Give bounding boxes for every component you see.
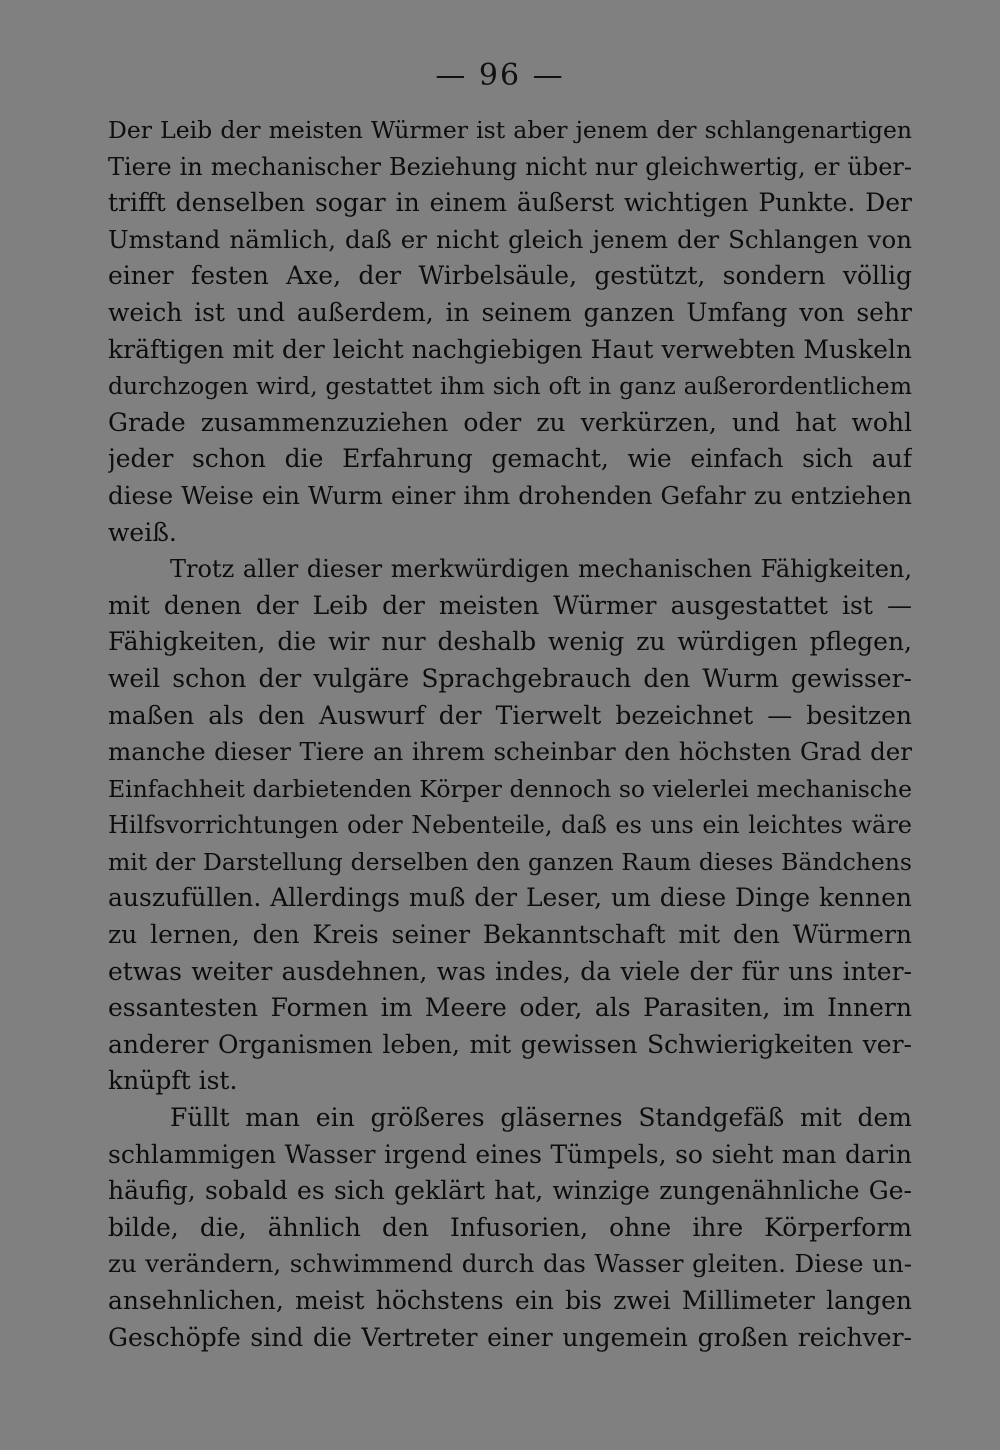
text-line: weiß. <box>108 517 177 547</box>
text-line: Einfachheit darbietenden Körper dennoch so vielerlei mechanische <box>108 774 912 803</box>
text-line: essantesten Formen im Meere oder, als Parasiten, im Innern <box>108 993 912 1023</box>
text-line: Fähigkeiten, die wir nur deshalb wenig zu würdigen pflegen, <box>108 627 912 657</box>
text-line: schlammigen Wasser irgend eines Tümpels, so sieht man darin <box>108 1139 912 1169</box>
text-line: Der Leib der meisten Würmer ist aber jenem der schlangenartigen <box>108 116 912 144</box>
text-line: Grade zusammenzuziehen oder zu verkürzen, und hat wohl <box>108 407 912 437</box>
body-text <box>108 112 912 1356</box>
text-line: weil schon der vulgäre Sprachgebrauch den Wurm gewisser- <box>108 663 912 693</box>
text-line: Tiere in mechanischer Beziehung nicht nur gleichwertig, er über- <box>108 152 912 181</box>
text-line: zu verändern, schwimmend durch das Wasser gleiten. Diese un- <box>108 1249 912 1279</box>
text-line: Geschöpfe sind die Vertreter einer ungemein großen reichver- <box>108 1322 912 1352</box>
text-line: einer festen Axe, der Wirbelsäule, gestützt, sondern völlig <box>108 261 912 291</box>
text-line: zu lernen, den Kreis seiner Bekanntschaft mit den Würmern <box>108 920 912 950</box>
text-line: durchzogen wird, gestattet ihm sich oft in ganz außerordentlichem <box>108 372 912 401</box>
text-line: diese Weise ein Wurm einer ihm drohenden Gefahr zu entziehen <box>108 480 912 510</box>
text-line: Umstand nämlich, daß er nicht gleich jenem der Schlangen von <box>108 224 912 254</box>
text-line: bilde, die, ähnlich den Infusorien, ohne ihre Körperform <box>108 1212 912 1242</box>
text-line: auszufüllen. Allerdings muß der Leser, um diese Dinge kennen <box>108 883 912 913</box>
text-line: knüpft ist. <box>108 1066 238 1096</box>
text-line: anderer Organismen leben, mit gewissen Schwierigkeiten ver- <box>108 1029 912 1059</box>
text-line: Hilfsvorrichtungen oder Nebenteile, daß es uns ein leichtes wäre <box>108 811 912 840</box>
text-line: mit denen der Leib der meisten Würmer ausgestattet ist — <box>108 590 912 620</box>
text-line: Trotz aller dieser merkwürdigen mechanischen Fähigkeiten, <box>170 555 912 584</box>
text-line: mit der Darstellung derselben den ganzen Raum dieses Bändchens <box>108 847 912 876</box>
text-line: ansehnlichen, meist höchstens ein bis zwei Millimeter langen <box>108 1286 912 1315</box>
text-line: häufig, sobald es sich geklärt hat, winzige zungenähnliche Ge- <box>108 1176 912 1206</box>
text-line: Füllt man ein größeres gläsernes Standgefäß mit dem <box>170 1103 912 1133</box>
text-line: jeder schon die Erfahrung gemacht, wie einfach sich auf <box>108 444 912 474</box>
text-line: etwas weiter ausdehnen, was indes, da viele der für uns inter- <box>108 956 912 986</box>
page-number: — 96 — <box>435 58 565 93</box>
text-line: maßen als den Auswurf der Tierwelt bezeichnet — besitzen <box>108 700 912 730</box>
text-line: manche dieser Tiere an ihrem scheinbar den höchsten Grad der <box>108 737 912 767</box>
text-line: trifft denselben sogar in einem äußerst wichtigen Punkte. Der <box>108 188 912 218</box>
text-line: weich ist und außerdem, in seinem ganzen Umfang von sehr <box>108 297 912 327</box>
text-line: kräftigen mit der leicht nachgiebigen Haut verwebten Muskeln <box>108 334 912 364</box>
